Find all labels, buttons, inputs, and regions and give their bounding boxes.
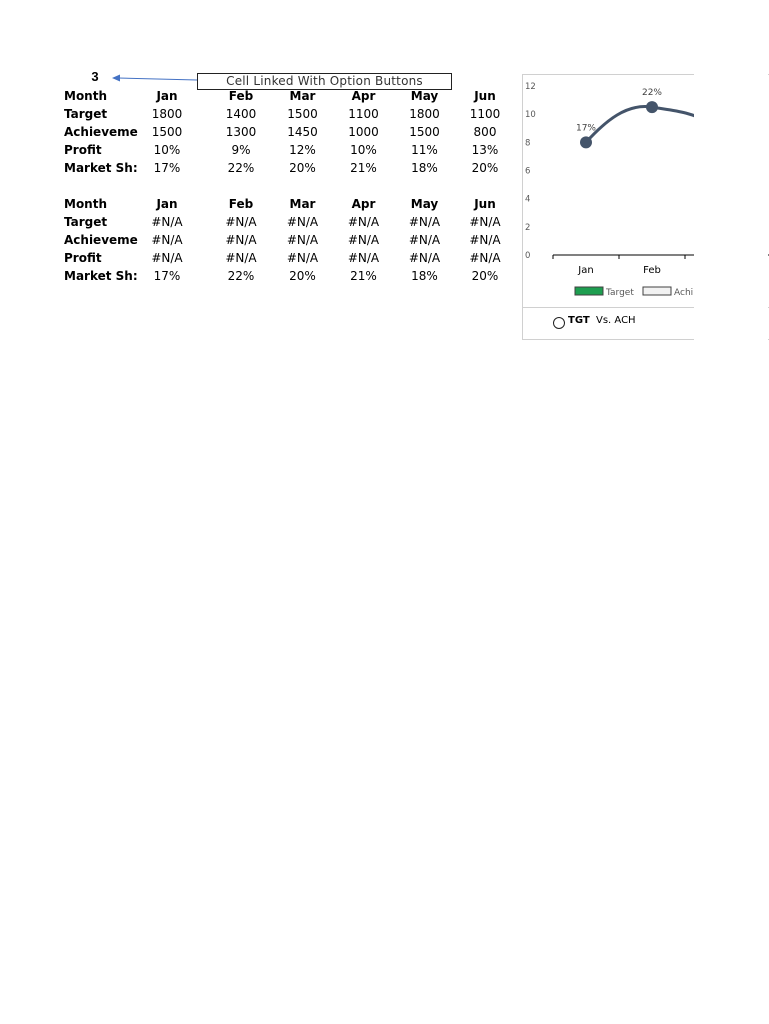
value-cell[interactable]: 13%: [471, 143, 499, 157]
month-cell[interactable]: May: [410, 197, 439, 211]
value-cell[interactable]: 10%: [153, 143, 181, 157]
month-cell[interactable]: Mar: [289, 197, 316, 211]
y-tick-label: 10: [525, 110, 536, 121]
value-cell[interactable]: 1500: [409, 125, 440, 139]
legend-label: Target: [606, 288, 634, 298]
value-cell[interactable]: #N/A: [469, 215, 501, 229]
y-tick-label: 4: [525, 194, 531, 205]
row-label[interactable]: Target: [64, 107, 108, 121]
value-cell[interactable]: 17%: [153, 269, 181, 283]
value-cell[interactable]: 800: [473, 125, 497, 139]
value-cell[interactable]: 18%: [411, 161, 438, 175]
data-point: [646, 101, 658, 113]
legend-label: Achi: [674, 288, 694, 298]
value-cell[interactable]: 1800: [151, 107, 183, 121]
value-cell[interactable]: 1100: [469, 107, 501, 121]
value-cell[interactable]: 22%: [227, 269, 255, 283]
value-cell[interactable]: #N/A: [347, 233, 380, 247]
data-label: 22%: [641, 88, 663, 99]
value-cell[interactable]: 1450: [287, 125, 318, 139]
month-cell[interactable]: Feb: [228, 197, 254, 211]
value-cell[interactable]: #N/A: [151, 215, 183, 229]
value-cell[interactable]: 1500: [287, 107, 318, 121]
value-cell[interactable]: #N/A: [151, 233, 183, 247]
value-cell[interactable]: 1400: [225, 107, 257, 121]
value-cell[interactable]: 1000: [348, 125, 379, 139]
value-cell[interactable]: #N/A: [225, 215, 257, 229]
value-cell[interactable]: #N/A: [347, 215, 380, 229]
value-cell[interactable]: #N/A: [225, 251, 257, 265]
value-cell[interactable]: 18%: [411, 269, 438, 283]
value-cell[interactable]: #N/A: [225, 233, 257, 247]
row-label[interactable]: Target: [64, 215, 108, 229]
table-header-row: [64, 87, 515, 105]
month-cell[interactable]: Jun: [474, 197, 496, 211]
month-cell[interactable]: Apr: [351, 197, 376, 211]
y-tick-label: 6: [525, 166, 531, 177]
value-cell[interactable]: 11%: [411, 143, 438, 157]
linked-cell-note: Cell Linked With Option Buttons: [197, 73, 452, 90]
value-cell[interactable]: 1500: [151, 125, 183, 139]
value-cell[interactable]: #N/A: [408, 233, 441, 247]
tgt-option-button[interactable]: [553, 317, 565, 329]
value-cell[interactable]: 20%: [289, 161, 316, 175]
linked-cell-value[interactable]: 3: [91, 69, 99, 84]
tgt-option-label[interactable]: TGT: [568, 315, 590, 326]
row-label[interactable]: Profit: [64, 143, 102, 157]
data-label: 17%: [575, 123, 597, 134]
value-cell[interactable]: 21%: [350, 161, 377, 175]
row-label[interactable]: Market Sh:: [64, 269, 138, 283]
value-cell[interactable]: 20%: [471, 269, 499, 283]
month-cell[interactable]: Apr: [351, 89, 376, 103]
value-cell[interactable]: 20%: [289, 269, 316, 283]
row-label[interactable]: Market Sh:: [64, 161, 138, 175]
value-cell[interactable]: 1300: [225, 125, 257, 139]
value-cell[interactable]: 10%: [350, 143, 377, 157]
table-header-row: [64, 195, 515, 213]
source-data-table: [64, 87, 515, 177]
value-cell[interactable]: #N/A: [286, 251, 319, 265]
link-arrow-icon: [112, 72, 200, 86]
x-tick-label: Jan: [578, 265, 594, 276]
month-cell[interactable]: May: [410, 89, 439, 103]
month-cell[interactable]: Feb: [228, 89, 254, 103]
value-cell[interactable]: #N/A: [347, 251, 380, 265]
value-cell[interactable]: #N/A: [469, 251, 501, 265]
x-tick-label: Feb: [643, 265, 661, 276]
viewport-edge: [694, 0, 768, 1024]
y-tick-label: 0: [525, 251, 531, 261]
value-cell[interactable]: 9%: [231, 143, 251, 157]
y-tick-label: 12: [525, 82, 536, 92]
value-cell[interactable]: #N/A: [286, 233, 319, 247]
value-cell[interactable]: #N/A: [286, 215, 319, 229]
row-label[interactable]: Achieveme: [64, 125, 138, 139]
table-row: [64, 231, 515, 249]
chart-source-table: [64, 195, 515, 285]
legend-swatch: [643, 287, 671, 295]
value-cell[interactable]: 1100: [348, 107, 379, 121]
value-cell[interactable]: 22%: [227, 161, 255, 175]
value-cell[interactable]: #N/A: [469, 233, 501, 247]
value-cell[interactable]: 17%: [153, 161, 181, 175]
table-row: [64, 267, 515, 285]
value-cell[interactable]: 1800: [409, 107, 440, 121]
row-label[interactable]: Profit: [64, 251, 102, 265]
month-cell[interactable]: Jan: [156, 89, 178, 103]
value-cell[interactable]: 20%: [471, 161, 499, 175]
value-cell[interactable]: #N/A: [151, 251, 183, 265]
y-tick-label: 8: [525, 138, 531, 149]
table-row: [64, 159, 515, 177]
month-cell[interactable]: Jun: [474, 89, 496, 103]
value-cell[interactable]: #N/A: [408, 215, 441, 229]
month-cell[interactable]: Jan: [156, 197, 178, 211]
table-row: [64, 141, 515, 159]
y-tick-label: 2: [525, 222, 531, 233]
header-label[interactable]: Month: [64, 89, 108, 103]
table-row: [64, 213, 515, 231]
header-label[interactable]: Month: [64, 197, 108, 211]
table-row: [64, 105, 515, 123]
data-point: [580, 136, 592, 148]
row-label[interactable]: Achieveme: [64, 233, 138, 247]
vs-ach-label: Vs. ACH: [596, 315, 636, 326]
value-cell[interactable]: 12%: [289, 143, 316, 157]
value-cell[interactable]: #N/A: [408, 251, 441, 265]
table-row: [64, 123, 515, 141]
month-cell[interactable]: Mar: [289, 89, 316, 103]
value-cell[interactable]: 21%: [350, 269, 377, 283]
legend-swatch: [575, 287, 603, 295]
table-row: [64, 249, 515, 267]
